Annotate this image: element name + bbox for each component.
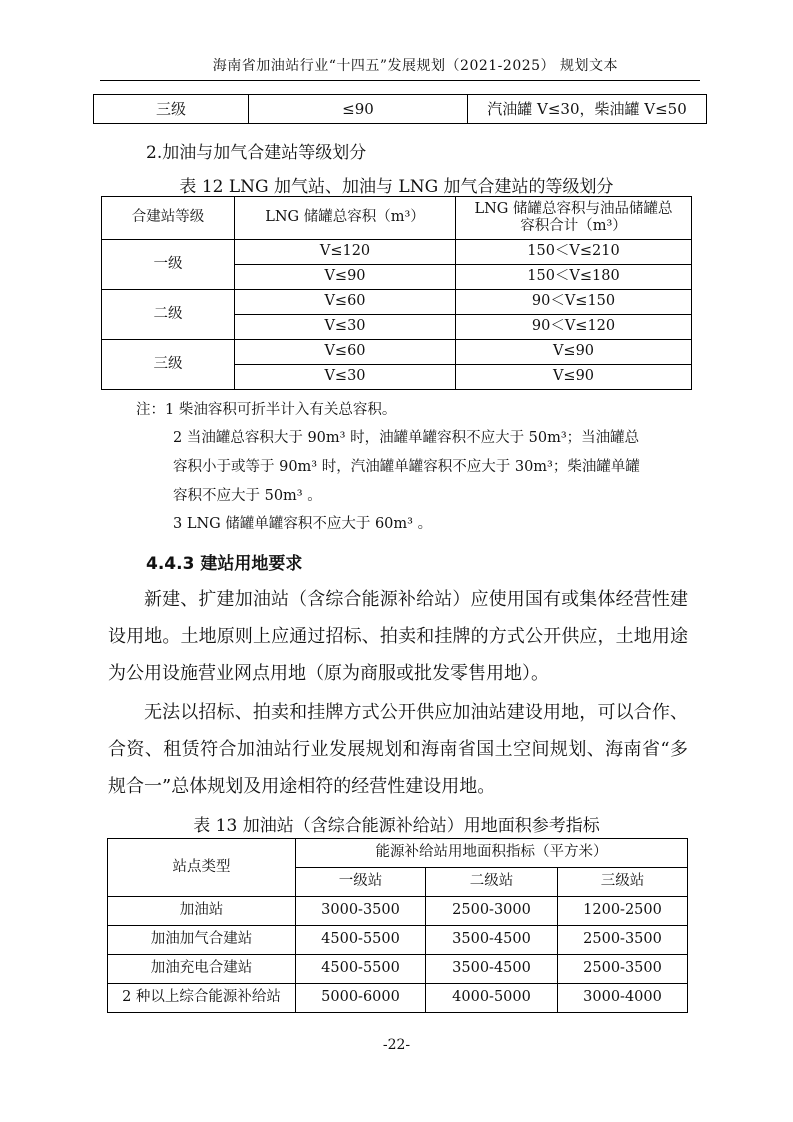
level-cell: 三级 <box>102 340 235 390</box>
table-cell: 90＜V≤120 <box>456 315 692 340</box>
table-header-cell: 三级站 <box>558 868 688 897</box>
table-cell: 加油加气合建站 <box>108 926 296 955</box>
table-note: 容积不应大于 50m³ 。 <box>173 488 322 504</box>
table-note: 2 当油罐总容积大于 90m³ 时，油罐单罐容积不应大于 50m³；当油罐总 <box>173 430 640 446</box>
paragraph: 新建、扩建加油站（含综合能源补给站）应使用国有或集体经营性建设用地。土地原则上应通过招标、拍卖和挂牌的方式公开供应，土地用途为公用设施营业网点用地（原为商服或批发零售用地）。 <box>108 589 688 684</box>
table-cell: 3500-4500 <box>426 955 558 984</box>
table-row <box>102 240 692 265</box>
table-header-row <box>108 839 688 868</box>
table-row <box>108 897 688 926</box>
table-cell: 1200-2500 <box>558 897 688 926</box>
table-row <box>108 984 688 1013</box>
table-header-cell: 站点类型 <box>108 839 296 897</box>
table-cell: 3000-3500 <box>296 897 426 926</box>
table-cell: V≤30 <box>235 365 456 390</box>
table-cell: V≤120 <box>235 240 456 265</box>
page-number: -22- <box>382 1037 411 1053</box>
table-header-cell: 二级站 <box>426 868 558 897</box>
header-rule <box>100 80 700 81</box>
table-header-cell: LNG 储罐总容积（m³） <box>235 197 456 240</box>
table-cell: 150＜V≤210 <box>456 240 692 265</box>
table-cell: 4000-5000 <box>426 984 558 1013</box>
level-cell: 二级 <box>102 290 235 340</box>
table12-caption: 表 12 LNG 加气站、加油与 LNG 加气合建站的等级划分 <box>179 177 614 197</box>
table-row <box>102 340 692 365</box>
table-cell: V≤60 <box>235 340 456 365</box>
table-cell: 5000-6000 <box>296 984 426 1013</box>
table-cell: V≤60 <box>235 290 456 315</box>
table-row <box>102 290 692 315</box>
table-header-cell: LNG 储罐总容积与油品储罐总容积合计（m³） <box>456 197 692 240</box>
subheading-2: 2.加油与加气合建站等级划分 <box>146 143 367 163</box>
table-cell: V≤90 <box>235 265 456 290</box>
table-cell: 加油站 <box>108 897 296 926</box>
table-cell: 加油充电合建站 <box>108 955 296 984</box>
table13-caption: 表 13 加油站（含综合能源补给站）用地面积参考指标 <box>193 816 600 836</box>
table-row <box>94 95 707 124</box>
table-cell: V≤90 <box>456 340 692 365</box>
table-cell: 3500-4500 <box>426 926 558 955</box>
table-cell: 2 种以上综合能源补给站 <box>108 984 296 1013</box>
table-cell: 4500-5500 <box>296 955 426 984</box>
table-cell: 2500-3000 <box>426 897 558 926</box>
table-header-row <box>102 197 692 240</box>
table-12 <box>101 196 692 390</box>
table-header-cell: 一级站 <box>296 868 426 897</box>
table-row <box>108 955 688 984</box>
table-cell: 2500-3500 <box>558 955 688 984</box>
page-header: 海南省加油站行业“十四五”发展规划（2021-2025） 规划文本 <box>212 58 618 74</box>
table-cell: 4500-5500 <box>296 926 426 955</box>
top-table-fragment <box>93 94 707 124</box>
table-note: 注：1 柴油容积可折半计入有关总容积。 <box>136 402 397 418</box>
table-note: 3 LNG 储罐单罐容积不应大于 60m³ 。 <box>173 516 433 532</box>
table-cell: 汽油罐 V≤30，柴油罐 V≤50 <box>468 95 707 124</box>
table-cell: V≤90 <box>456 365 692 390</box>
paragraph: 无法以招标、拍卖和挂牌方式公开供应加油站建设用地，可以合作、合资、租赁符合加油站行业发展规划和海南省国土空间规划、海南省“多规合一”总体规划及用途相符的经营性建设用地。 <box>108 702 688 797</box>
table-cell: 2500-3500 <box>558 926 688 955</box>
table-cell: 90＜V≤150 <box>456 290 692 315</box>
table-13 <box>107 838 688 1013</box>
table-header-cell: 能源补给站用地面积指标（平方米） <box>296 839 688 868</box>
table-cell: V≤30 <box>235 315 456 340</box>
section-heading: 4.4.3 建站用地要求 <box>146 554 303 574</box>
table-cell: 3000-4000 <box>558 984 688 1013</box>
table-header-cell: 合建站等级 <box>102 197 235 240</box>
level-cell: 一级 <box>102 240 235 290</box>
table-cell: 三级 <box>94 95 249 124</box>
table-cell: 150＜V≤180 <box>456 265 692 290</box>
table-cell: ≤90 <box>249 95 468 124</box>
table-note: 容积小于或等于 90m³ 时，汽油罐单罐容积不应大于 30m³；柴油罐单罐 <box>173 459 640 475</box>
table-row <box>108 926 688 955</box>
